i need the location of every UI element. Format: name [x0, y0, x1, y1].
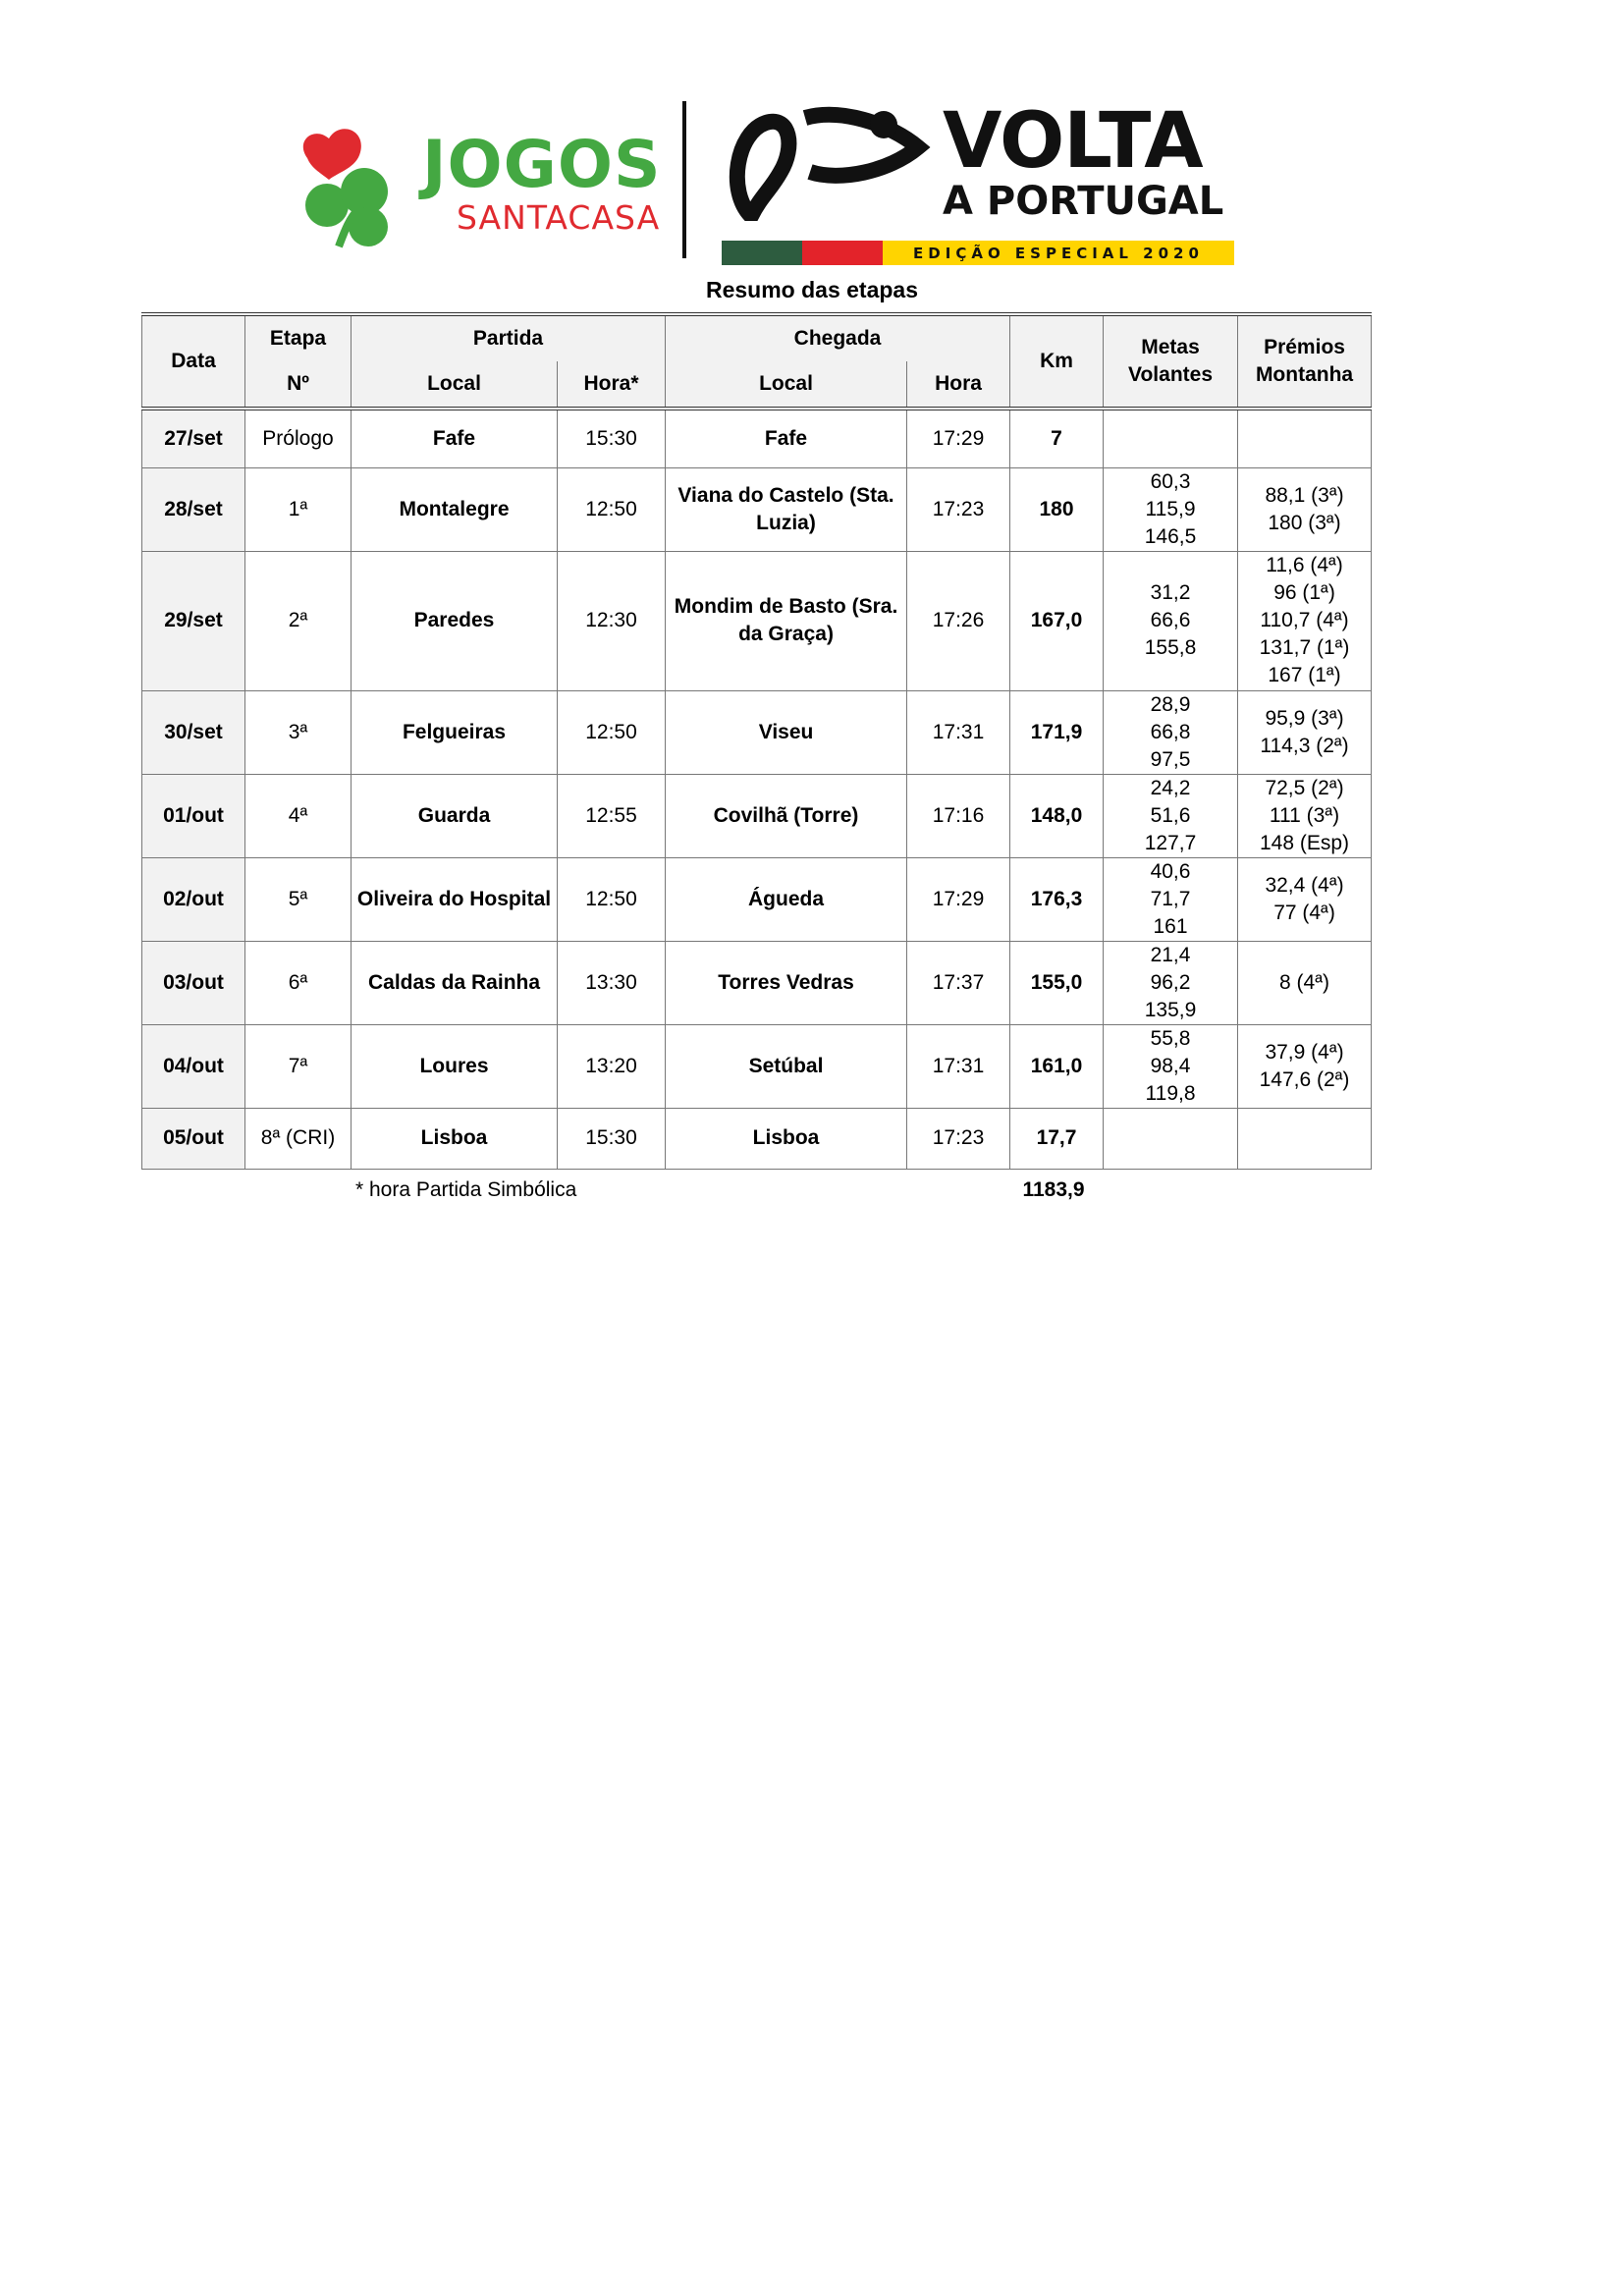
- total-km: 1183,9: [1022, 1178, 1085, 1201]
- document-title: Resumo das etapas: [705, 277, 919, 302]
- cell-km: 180: [1010, 467, 1104, 551]
- cell-date: 04/out: [142, 1024, 245, 1108]
- premio-montanha-value: 77 (4ª): [1273, 901, 1335, 924]
- cell-finish-local: Viseu: [666, 690, 907, 774]
- cell-finish-local: Viana do Castelo (Sta. Luzia): [666, 467, 907, 551]
- header-chegada-hora: Hora: [907, 361, 1010, 409]
- premio-montanha-value: 180 (3ª): [1268, 511, 1341, 534]
- cell-finish-local: Águeda: [666, 857, 907, 941]
- cell-stage: 2ª: [245, 551, 352, 690]
- volta-portugal-logo: [722, 97, 1242, 265]
- cell-premios-montanha: [1238, 409, 1372, 467]
- jogos-santacasa-logo: [290, 121, 662, 248]
- cell-stage: 6ª: [245, 941, 352, 1024]
- cell-premios-montanha: [1238, 857, 1372, 941]
- cell-stage: 8ª (CRI): [245, 1108, 352, 1169]
- jogos-wordmark: JOGOS: [422, 127, 662, 202]
- cell-km: 7: [1010, 409, 1104, 467]
- header-partida-hora: Hora*: [558, 361, 666, 409]
- meta-volante-value: 155,8: [1144, 636, 1197, 659]
- header-partida-local: Local: [352, 361, 558, 409]
- meta-volante-value: 96,2: [1150, 970, 1191, 994]
- cell-start-time: 12:50: [558, 690, 666, 774]
- meta-volante-value: 115,9: [1145, 497, 1196, 520]
- cell-metas-volantes: [1104, 467, 1238, 551]
- cell-metas-volantes: [1104, 551, 1238, 690]
- cell-premios-montanha: [1238, 941, 1372, 1024]
- premio-montanha-value: 72,5 (2ª): [1265, 776, 1344, 799]
- premio-montanha-value: 11,6 (4ª): [1266, 554, 1343, 576]
- cell-stage: 4ª: [245, 774, 352, 857]
- premio-montanha-value: 114,3 (2ª): [1260, 734, 1349, 757]
- logo-divider: [682, 101, 686, 258]
- cell-start-local: Paredes: [352, 551, 558, 690]
- premio-montanha-value: 110,7 (4ª): [1260, 609, 1349, 631]
- cell-metas-volantes: [1104, 1108, 1238, 1169]
- edition-label: EDIÇÃO ESPECIAL 2020: [883, 241, 1234, 265]
- cell-km: 148,0: [1010, 774, 1104, 857]
- premio-montanha-value: 167 (1ª): [1268, 664, 1341, 686]
- meta-volante-value: 66,8: [1150, 720, 1191, 743]
- cell-premios-montanha: [1238, 774, 1372, 857]
- header-etapa-num: Nº: [245, 361, 352, 409]
- table-row: [142, 857, 1372, 941]
- meta-volante-value: 28,9: [1150, 692, 1191, 716]
- cell-premios-montanha: [1238, 551, 1372, 690]
- cell-finish-local: Fafe: [666, 409, 907, 467]
- cell-finish-time: 17:23: [907, 467, 1010, 551]
- cell-start-time: 12:30: [558, 551, 666, 690]
- cell-km: 155,0: [1010, 941, 1104, 1024]
- cell-start-local: Lisboa: [352, 1108, 558, 1169]
- header-logos: [290, 93, 1242, 265]
- cell-start-time: 15:30: [558, 409, 666, 467]
- premio-montanha-value: 95,9 (3ª): [1265, 706, 1344, 730]
- cell-stage: 3ª: [245, 690, 352, 774]
- premio-montanha-value: 148 (Esp): [1259, 831, 1350, 854]
- cell-finish-time: 17:31: [907, 690, 1010, 774]
- cell-finish-time: 17:29: [907, 857, 1010, 941]
- premio-montanha-value: 111 (3ª): [1269, 803, 1340, 827]
- table-row: [142, 774, 1372, 857]
- cell-finish-time: 17:29: [907, 409, 1010, 467]
- meta-volante-value: 24,2: [1150, 776, 1191, 799]
- cell-finish-time: 17:26: [907, 551, 1010, 690]
- cell-start-local: Fafe: [352, 409, 558, 467]
- cell-metas-volantes: [1104, 1024, 1238, 1108]
- premio-montanha-value: 131,7 (1ª): [1259, 636, 1350, 659]
- cell-stage: Prólogo: [245, 409, 352, 467]
- table-row: [142, 1024, 1372, 1108]
- header-premios-montanha: Prémios Montanha: [1238, 314, 1372, 409]
- cell-finish-local: Lisboa: [666, 1108, 907, 1169]
- meta-volante-value: 55,8: [1150, 1026, 1191, 1050]
- flag-green-segment: [722, 241, 802, 265]
- table-row: [142, 467, 1372, 551]
- cell-finish-local: Mondim de Basto (Sra. da Graça): [666, 551, 907, 690]
- cell-date: 30/set: [142, 690, 245, 774]
- header-chegada-local: Local: [666, 361, 907, 409]
- cell-start-time: 12:55: [558, 774, 666, 857]
- cell-premios-montanha: [1238, 1108, 1372, 1169]
- cell-premios-montanha: [1238, 467, 1372, 551]
- premio-montanha-value: 32,4 (4ª): [1265, 873, 1344, 897]
- cell-km: 161,0: [1010, 1024, 1104, 1108]
- cell-premios-montanha: [1238, 1024, 1372, 1108]
- cell-km: 176,3: [1010, 857, 1104, 941]
- cell-finish-local: Torres Vedras: [666, 941, 907, 1024]
- cell-finish-time: 17:31: [907, 1024, 1010, 1108]
- cell-finish-time: 17:16: [907, 774, 1010, 857]
- premio-montanha-value: 8 (4ª): [1279, 970, 1329, 994]
- cell-date: 02/out: [142, 857, 245, 941]
- meta-volante-value: 60,3: [1150, 469, 1191, 493]
- cell-km: 17,7: [1010, 1108, 1104, 1169]
- cell-date: 27/set: [142, 409, 245, 467]
- meta-volante-value: 31,2: [1150, 581, 1191, 604]
- meta-volante-value: 51,6: [1150, 803, 1191, 827]
- table-row: [142, 551, 1372, 690]
- meta-volante-value: 161: [1153, 914, 1188, 938]
- cell-start-local: Loures: [352, 1024, 558, 1108]
- footer-note: * hora Partida Simbólica: [355, 1178, 577, 1201]
- cell-date: 29/set: [142, 551, 245, 690]
- cell-stage: 5ª: [245, 857, 352, 941]
- cell-finish-time: 17:23: [907, 1108, 1010, 1169]
- meta-volante-value: 127,7: [1144, 831, 1197, 854]
- cell-finish-local: Setúbal: [666, 1024, 907, 1108]
- cell-start-time: 13:30: [558, 941, 666, 1024]
- header-chegada: Chegada: [666, 314, 1010, 361]
- portugal-wordmark: A PORTUGAL: [943, 179, 1224, 224]
- meta-volante-value: 66,6: [1150, 609, 1191, 631]
- header-data: Data: [142, 314, 245, 409]
- premio-montanha-value: 147,6 (2ª): [1259, 1067, 1350, 1091]
- cyclist-wheel-icon: [722, 103, 938, 221]
- cell-metas-volantes: [1104, 774, 1238, 857]
- table-row: [142, 690, 1372, 774]
- cell-premios-montanha: [1238, 690, 1372, 774]
- cell-metas-volantes: [1104, 857, 1238, 941]
- cell-km: 171,9: [1010, 690, 1104, 774]
- header-km: Km: [1010, 314, 1104, 409]
- table-row: [142, 941, 1372, 1024]
- premio-montanha-value: 88,1 (3ª): [1265, 483, 1344, 507]
- table-row: [142, 1108, 1372, 1169]
- meta-volante-value: 119,8: [1145, 1081, 1196, 1105]
- volta-wordmark: VOLTA: [943, 97, 1203, 186]
- flag-bar: [722, 241, 1234, 265]
- cell-metas-volantes: [1104, 690, 1238, 774]
- header-metas-volantes: Metas Volantes: [1104, 314, 1238, 409]
- cell-start-local: Montalegre: [352, 467, 558, 551]
- meta-volante-value: 98,4: [1150, 1054, 1191, 1077]
- cell-start-local: Felgueiras: [352, 690, 558, 774]
- cell-metas-volantes: [1104, 941, 1238, 1024]
- meta-volante-value: 21,4: [1150, 943, 1191, 966]
- cell-start-local: Guarda: [352, 774, 558, 857]
- cell-start-local: Caldas da Rainha: [352, 941, 558, 1024]
- cell-finish-time: 17:37: [907, 941, 1010, 1024]
- header-etapa: Etapa: [245, 314, 352, 361]
- cell-date: 05/out: [142, 1108, 245, 1169]
- header-partida: Partida: [352, 314, 666, 361]
- stages-table-body: [142, 409, 1372, 1169]
- cell-finish-local: Covilhã (Torre): [666, 774, 907, 857]
- cell-start-time: 12:50: [558, 857, 666, 941]
- meta-volante-value: 135,9: [1144, 998, 1197, 1021]
- flag-red-segment: [802, 241, 883, 265]
- premio-montanha-value: 37,9 (4ª): [1265, 1040, 1344, 1064]
- cell-km: 167,0: [1010, 551, 1104, 690]
- cell-start-time: 12:50: [558, 467, 666, 551]
- meta-volante-value: 40,6: [1150, 859, 1191, 883]
- cell-stage: 1ª: [245, 467, 352, 551]
- cell-date: 28/set: [142, 467, 245, 551]
- cell-start-local: Oliveira do Hospital: [352, 857, 558, 941]
- table-row: [142, 409, 1372, 467]
- cell-metas-volantes: [1104, 409, 1238, 467]
- meta-volante-value: 97,5: [1150, 747, 1191, 771]
- cell-date: 03/out: [142, 941, 245, 1024]
- meta-volante-value: 146,5: [1144, 524, 1197, 548]
- cell-start-time: 15:30: [558, 1108, 666, 1169]
- premio-montanha-value: 96 (1ª): [1273, 581, 1335, 604]
- cell-start-time: 13:20: [558, 1024, 666, 1108]
- santacasa-wordmark: SANTACASA: [457, 198, 661, 237]
- cell-date: 01/out: [142, 774, 245, 857]
- stages-table: [141, 312, 1372, 1170]
- cell-stage: 7ª: [245, 1024, 352, 1108]
- clover-heart-icon: [290, 121, 407, 248]
- meta-volante-value: 71,7: [1150, 887, 1191, 910]
